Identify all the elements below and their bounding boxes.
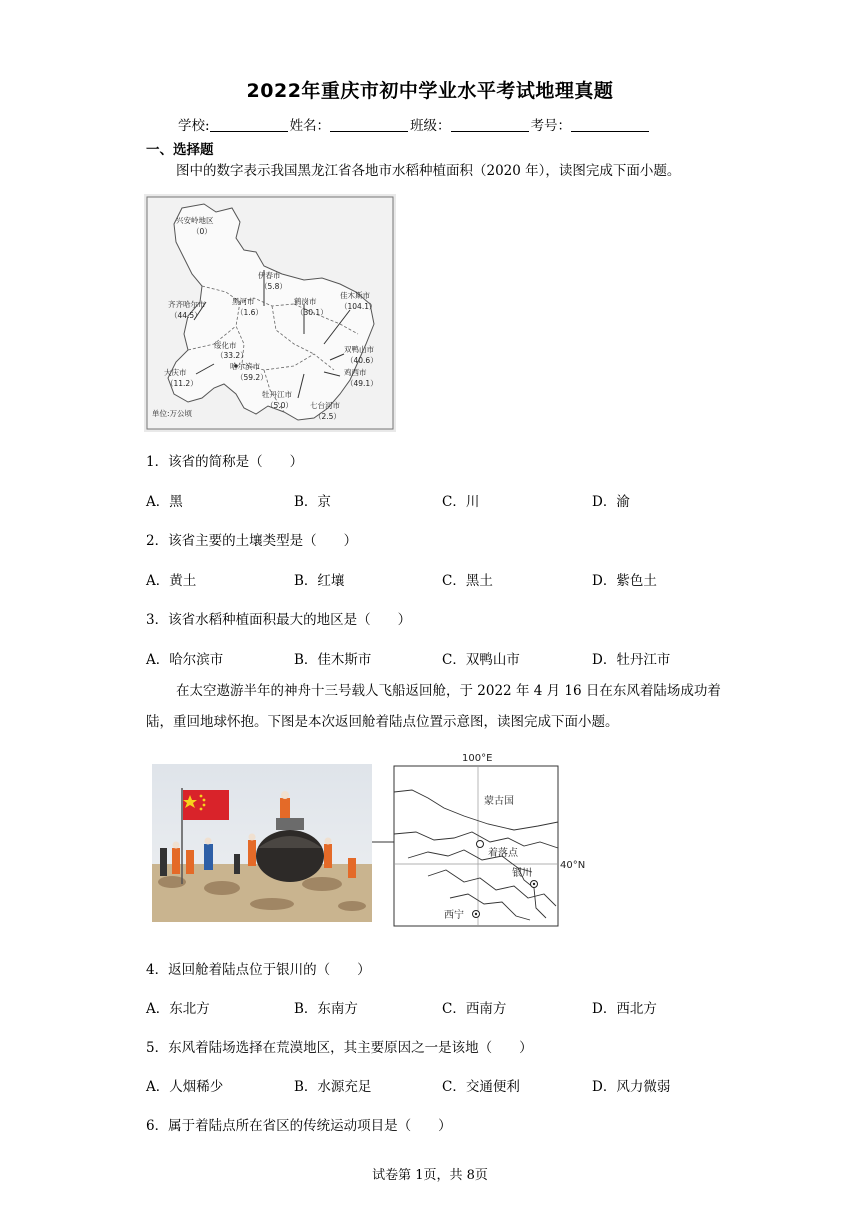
q4-option-c[interactable]: C．西南方 — [442, 1001, 507, 1017]
mongolia-label: 蒙古国 — [484, 796, 514, 807]
map1-value-1: （5.8） — [260, 282, 287, 291]
exam-no-blank[interactable] — [571, 117, 649, 132]
question-3-options — [146, 648, 746, 668]
q1-option-d[interactable]: D．渝 — [592, 494, 630, 510]
intro-paragraph-1: 图中的数字表示我国黑龙江省各地市水稻种植面积（2020 年），读图完成下面小题。 — [176, 163, 681, 179]
q5-option-c[interactable]: C．交通便利 — [442, 1079, 520, 1095]
question-5: 5．东风着陆场选择在荒漠地区，其主要原因之一是该地（ ） — [146, 1040, 533, 1056]
xining-marker — [475, 913, 477, 915]
page-footer: 试卷第 1页，共 8页 — [372, 1168, 488, 1183]
landing-map-svg — [368, 748, 586, 930]
name-label: 姓名： — [289, 118, 331, 134]
q4-option-d[interactable]: D．西北方 — [592, 1001, 657, 1017]
q1-option-c[interactable]: C．川 — [442, 494, 480, 510]
exam-no-label: 考号： — [530, 118, 572, 134]
q1-option-b[interactable]: B．京 — [294, 494, 331, 510]
q3-option-c[interactable]: C．双鸭山市 — [442, 652, 520, 668]
q1-option-a[interactable]: A．黑 — [146, 494, 183, 510]
question-2-options — [146, 569, 746, 589]
q3-option-a[interactable]: A．哈尔滨市 — [146, 652, 224, 668]
capsule-landing-photo — [152, 764, 372, 922]
q5-option-b[interactable]: B．水源充足 — [294, 1079, 372, 1095]
class-blank[interactable] — [451, 117, 529, 132]
map1-value-7: （40.6） — [346, 356, 378, 365]
map1-value-12: （2.5） — [314, 412, 341, 421]
map1-value-9: （49.1） — [346, 379, 378, 388]
question-4: 4．返回舱着陆点位于银川的（ ） — [146, 962, 371, 978]
class-label: 班级： — [410, 118, 451, 134]
map1-unit: 单位:万公顷 — [152, 409, 193, 418]
map1-label-3: 黑河市 — [232, 297, 255, 306]
q2-option-d[interactable]: D．紫色土 — [592, 573, 657, 589]
q5-option-d[interactable]: D．风力微弱 — [592, 1079, 671, 1095]
map1-label-0: 兴安岭地区 — [176, 216, 214, 225]
map1-value-5: （104.1） — [340, 302, 377, 311]
lon-label: 100°E — [462, 753, 493, 764]
map1-label-11: 牡丹江市 — [262, 390, 292, 399]
student-info-line — [178, 114, 651, 134]
map1-label-12: 七台河市 — [310, 401, 340, 410]
question-1: 1．该省的简称是（ ） — [146, 454, 304, 470]
map1-value-4: （30.1） — [296, 308, 328, 317]
page-title: 2022年重庆市初中学业水平考试地理真题 — [246, 80, 614, 102]
yinchuan-label: 银川 — [512, 868, 532, 879]
map1-label-9: 鸡西市 — [344, 368, 367, 377]
yinchuan-marker — [533, 883, 535, 885]
landing-label: 着落点 — [488, 848, 518, 859]
name-blank[interactable] — [330, 117, 408, 132]
capsule-photo-svg — [152, 764, 372, 922]
lat-label: 40°N — [560, 860, 586, 871]
xining-label: 西宁 — [444, 910, 464, 921]
question-3: 3．该省水稻种植面积最大的地区是（ ） — [146, 612, 412, 628]
question-5-options — [146, 1075, 746, 1095]
map1-value-11: （5.0） — [266, 401, 293, 410]
map1-label-2: 齐齐哈尔市 — [168, 300, 206, 309]
heilongjiang-map-svg — [144, 194, 396, 432]
landing-point-marker — [477, 841, 484, 848]
map1-label-7: 双鸭山市 — [344, 345, 374, 354]
map1-label-5: 佳木斯市 — [340, 291, 370, 300]
map1-value-0: （0） — [192, 227, 212, 236]
map1-value-6: （33.2） — [216, 351, 248, 360]
question-6: 6．属于着陆点所在省区的传统运动项目是（ ） — [146, 1118, 452, 1134]
intro-paragraph-2: 在太空遨游半年的神舟十三号载人飞船返回舱，于 2022 年 4 月 16 日在东风着陆场成功着陆，重回地球怀抱。下图是本次返回舱着陆点位置示意图，读图完成下面小题。 — [146, 683, 721, 730]
q3-option-d[interactable]: D．牡丹江市 — [592, 652, 671, 668]
q2-option-b[interactable]: B．红壤 — [294, 573, 345, 589]
q3-option-b[interactable]: B．佳木斯市 — [294, 652, 372, 668]
map1-label-6: 绥化市 — [214, 341, 237, 350]
map1-label-10: 大庆市 — [164, 368, 187, 377]
map1-label-1: 伊春市 — [258, 271, 281, 280]
school-blank[interactable] — [210, 117, 288, 132]
map1-value-3: （1.6） — [236, 308, 263, 317]
section-heading: 一、选择题 — [146, 142, 214, 158]
q4-option-b[interactable]: B．东南方 — [294, 1001, 358, 1017]
map1-value-2: （44.5） — [170, 311, 202, 320]
map1-label-4: 鹤岗市 — [294, 297, 317, 306]
q5-option-a[interactable]: A．人烟稀少 — [146, 1079, 224, 1095]
map1-label-8: 哈尔滨市 — [230, 362, 260, 371]
question-2: 2．该省主要的土壤类型是（ ） — [146, 533, 358, 549]
question-1-options — [146, 490, 746, 510]
q2-option-c[interactable]: C．黑土 — [442, 573, 493, 589]
q2-option-a[interactable]: A．黄土 — [146, 573, 197, 589]
q4-option-a[interactable]: A．东北方 — [146, 1001, 210, 1017]
map1-value-10: （11.2） — [166, 379, 198, 388]
school-label: 学校: — [178, 118, 210, 134]
landing-location-map — [368, 748, 586, 930]
question-4-options — [146, 997, 746, 1017]
map1-value-8: （59.2） — [236, 373, 268, 382]
heilongjiang-rice-map — [144, 194, 396, 432]
